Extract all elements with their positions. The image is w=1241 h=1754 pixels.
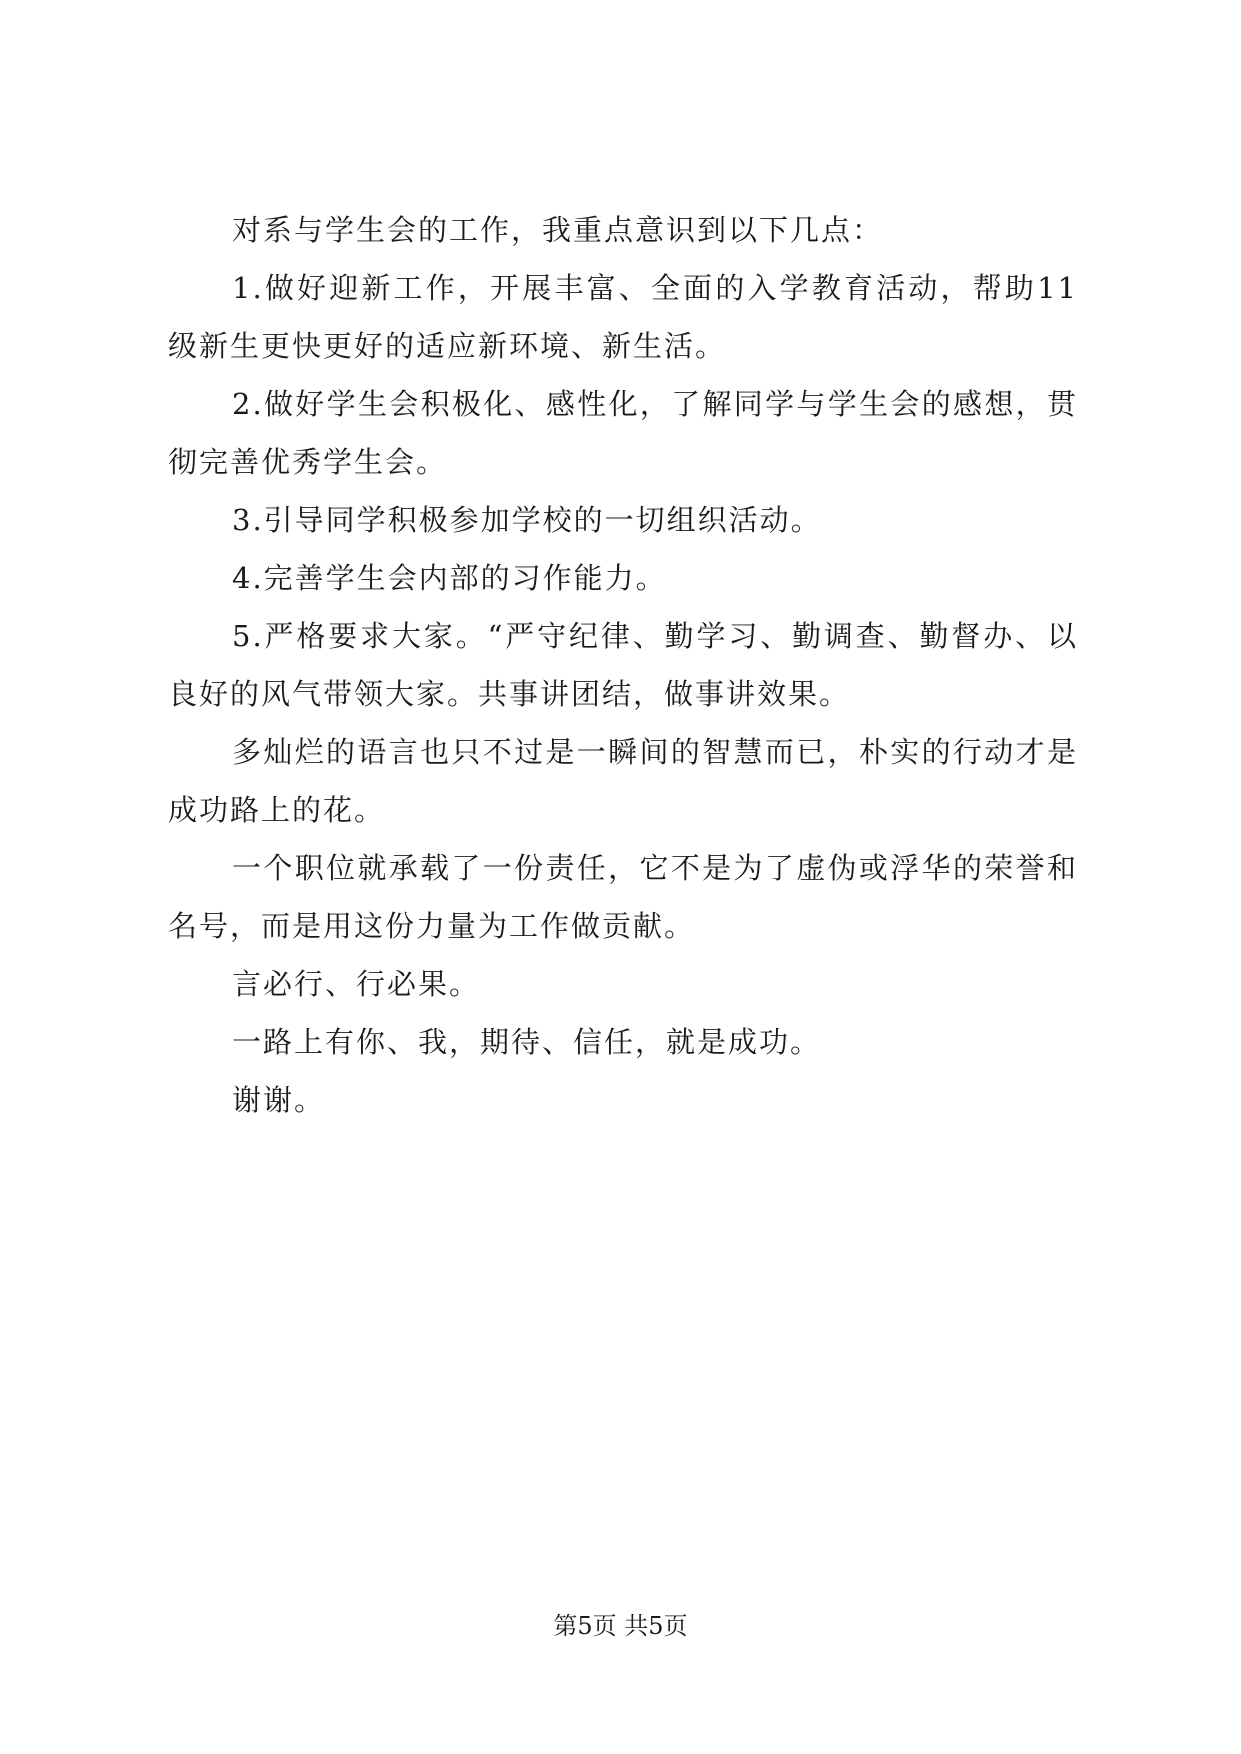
paragraph-item-1: 1.做好迎新工作，开展丰富、全面的入学教育活动，帮助11级新生更快更好的适应新环境、新生活。 <box>168 271 1078 363</box>
page-number-label: 第5页 共5页 <box>553 1612 688 1640</box>
paragraph-item-3: 3.引导同学积极参加学校的一切组织活动。 <box>232 503 822 537</box>
paragraph-item-2: 2.做好学生会积极化、感性化，了解同学与学生会的感想，贯彻完善优秀学生会。 <box>168 387 1078 479</box>
paragraph-item-5: 5.严格要求大家。“严守纪律、勤学习、勤调查、勤督办、以良好的风气带领大家。共事讲团结，做事讲效果。 <box>168 619 1078 711</box>
page-footer <box>0 1610 1241 1642</box>
paragraph-item-4: 4.完善学生会内部的习作能力。 <box>232 561 667 595</box>
paragraph-responsibility: 一个职位就承载了一份责任，它不是为了虚伪或浮华的荣誉和名号，而是用这份力量为工作做贡献。 <box>168 851 1078 943</box>
paragraph-motto: 言必行、行必果。 <box>232 967 481 1001</box>
paragraph-action: 多灿烂的语言也只不过是一瞬间的智慧而已，朴实的行动才是成功路上的花。 <box>168 735 1078 827</box>
paragraph-intro: 对系与学生会的工作，我重点意识到以下几点： <box>232 213 884 247</box>
document-body <box>168 201 1078 1129</box>
paragraph-thanks: 谢谢。 <box>232 1083 326 1117</box>
paragraph-trust: 一路上有你、我，期待、信任，就是成功。 <box>232 1025 822 1059</box>
